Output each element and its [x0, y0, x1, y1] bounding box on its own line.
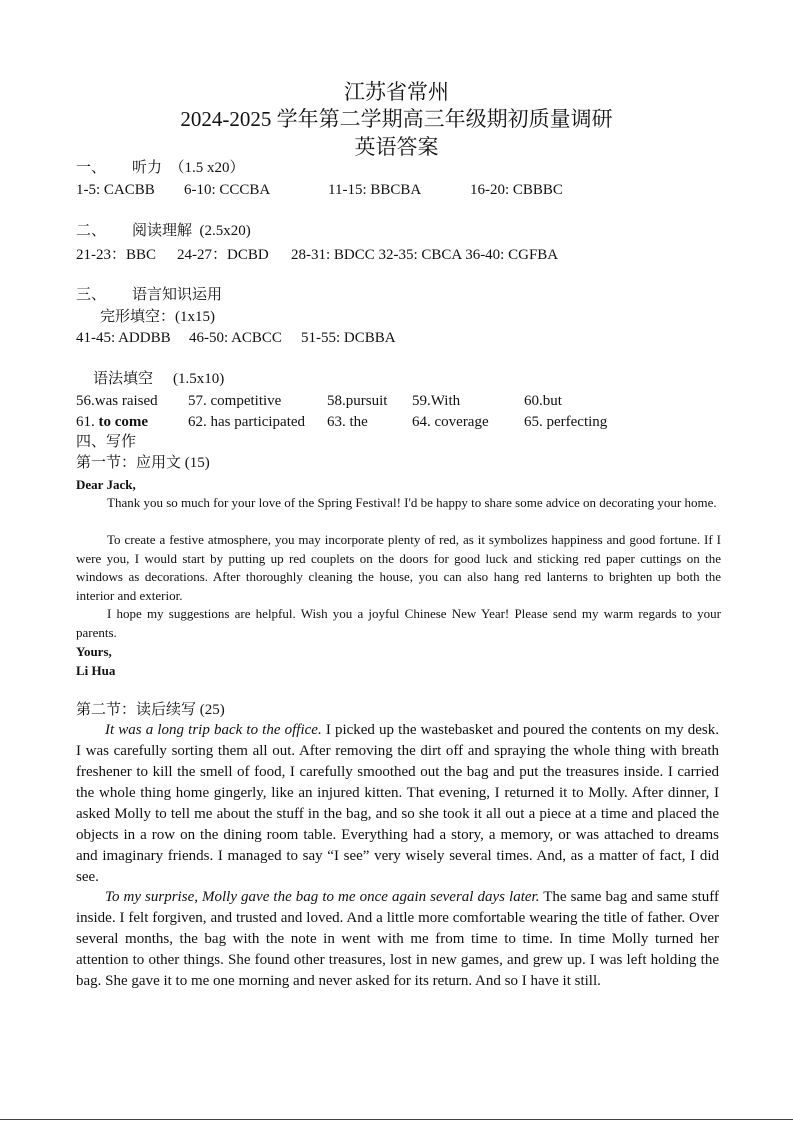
page-bottom-rule: [0, 1119, 793, 1120]
listening-answer-1: 1-5: CACBB: [76, 182, 155, 198]
cloze-answer-2: 46-50: ACBCC: [189, 330, 282, 346]
cloze-answer-1: 41-45: ADDBB: [76, 330, 171, 346]
cloze-heading: 完形填空：(1x15): [100, 309, 215, 325]
grammar-answer-65: 65. perfecting: [524, 414, 608, 430]
section2-name: 阅读理解: [132, 223, 193, 239]
story-paragraph-1-lead: It was a long trip back to the office.: [105, 722, 322, 738]
exam-title: 2024-2025 学年第二学期高三年级期初质量调研: [180, 107, 613, 131]
section1-heading: [76, 159, 245, 177]
grammar-answer-61-text: to come: [98, 414, 149, 430]
section2-number: 二、: [76, 223, 107, 239]
grammar-heading: [93, 370, 224, 388]
section3-name: 语言知识运用: [132, 287, 223, 303]
story-paragraph-1: [76, 720, 719, 888]
story-paragraph-2: [76, 887, 719, 992]
grammar-answer-64: 64. coverage: [412, 414, 489, 430]
listening-answer-2: 6-10: CCCBA: [184, 182, 271, 198]
grammar-answer-63: 63. the: [327, 414, 368, 430]
grammar-answer-60: 60.but: [524, 393, 562, 409]
grammar-label: 语法填空: [93, 371, 154, 387]
cloze-answer-3: 51-55: DCBBA: [301, 330, 396, 346]
section2-score: (2.5x20): [199, 223, 251, 239]
section4-heading: 四、写作: [76, 434, 137, 450]
reading-answer-3: 28-31: BDCC 32-35: CBCA 36-40: CGFBA: [291, 247, 559, 263]
letter-paragraph-2: To create a festive atmosphere, you may incorporate plenty of red, as it symbolizes happiness and good fortune. If I were you, I would start by putting up red couplets on the doors for good luck and sticking red paper cuttings on the windows as decorations. After thoroughly cleaning the house, you can also hang red lanterns to brighten up both the interior and exterior.: [76, 532, 721, 603]
story-paragraph-1-text: I picked up the wastebasket and poured the contents on my desk. I was carefully sorting them all out. After removing the dirt off and spraying the whole thing with breath freshener to kill the smell of food, I carefully smoothed out the bag and put the treasures inside. I carried the whole thing home gingerly, like an injured kitten. That evening, I returned it to Molly. After dinner, I asked Molly to tell me about the stuff in the bag, and so she took it all out a piece at a time and placed the objects in a row on the dining room table. Everything had a story, a memory, or was attached to dreams and imaginary friends. I managed to say “I see” very wisely several times. And, as a matter of fact, I did see.: [76, 722, 719, 885]
grammar-answer-62: 62. has participated: [188, 414, 306, 430]
letter-paragraph-1: Thank you so much for your love of the Spring Festival! I'd be happy to share some advice on decorating your home.: [107, 495, 717, 510]
reading-answer-2: 24-27：DCBD: [177, 247, 269, 263]
section1-name: 听力: [132, 160, 163, 176]
section3-heading: [76, 286, 222, 304]
story-paragraph-2-lead: To my surprise, Molly gave the bag to me once again several days later.: [105, 889, 540, 905]
story-paragraph-2-text: The same bag and same stuff inside. I felt forgiven, and trusted and loved. And a little more comfortable wearing the title of father. Over several months, the bag with the note in went with me from time to time. In time Molly turned her attention to other things. She found other treasures, lost in new games, and grew up. I was left holding the bag. She gave it to me one morning and never asked for its return. And so I have it still.: [76, 889, 719, 989]
letter-salutation: Dear Jack,: [76, 477, 136, 492]
grammar-answer-59: 59.With: [412, 393, 461, 409]
grammar-score: (1.5x10): [173, 371, 225, 387]
section1-score: （1.5 x20）: [169, 160, 245, 176]
letter-closing: Yours,: [76, 644, 112, 659]
region-title: 江苏省常州: [344, 80, 449, 104]
writing-part1-heading: 第一节：应用文 (15): [76, 455, 210, 471]
grammar-answer-61-number: 61.: [76, 414, 99, 430]
grammar-answer-57: 57. competitive: [188, 393, 282, 409]
letter-paragraph-3: I hope my suggestions are helpful. Wish you a joyful Chinese New Year! Please send my warm regards to your parents.: [76, 606, 721, 640]
answer-subtitle: 英语答案: [354, 135, 439, 159]
listening-answer-4: 16-20: CBBBC: [470, 182, 563, 198]
section3-number: 三、: [76, 287, 107, 303]
letter-signature: Li Hua: [76, 663, 116, 678]
grammar-answer-56: 56.was raised: [76, 393, 158, 409]
section1-number: 一、: [76, 160, 107, 176]
grammar-answer-58: 58.pursuit: [327, 393, 388, 409]
reading-answer-1: 21-23：BBC: [76, 247, 157, 263]
section2-heading: [76, 222, 251, 240]
grammar-answer-61: [76, 413, 148, 431]
writing-part2-heading: 第二节：读后续写 (25): [76, 702, 225, 718]
listening-answer-3: 11-15: BBCBA: [328, 182, 422, 198]
